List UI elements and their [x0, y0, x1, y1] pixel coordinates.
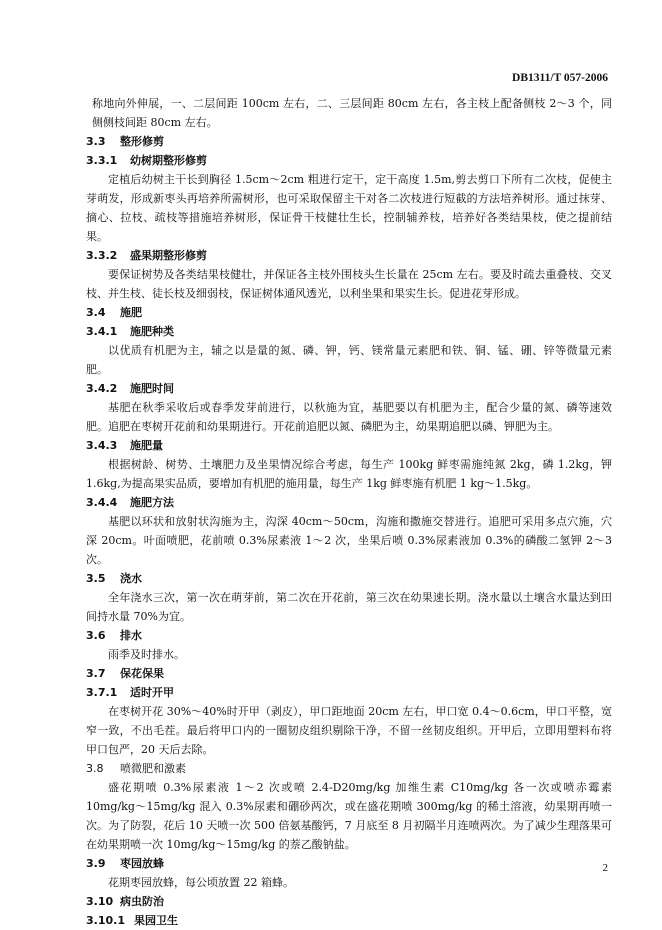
- section-number: 3.5: [86, 572, 106, 585]
- section-title: 施肥时间: [130, 382, 174, 395]
- section-number: 3.3: [86, 135, 106, 148]
- section-number: 3.9: [86, 857, 106, 870]
- section-heading: [86, 322, 612, 341]
- section-title: 浇水: [120, 572, 142, 585]
- section-title: 喷微肥和激素: [120, 762, 186, 775]
- section-heading: [86, 759, 612, 778]
- section-number: 3.10.1: [86, 914, 125, 927]
- section-number: 3.4.1: [86, 325, 118, 338]
- section-title: 适时开甲: [130, 686, 174, 699]
- section-title: 施肥: [120, 306, 142, 319]
- section-heading: [86, 436, 612, 455]
- section-heading: [86, 683, 612, 702]
- section-number: 3.4.2: [86, 382, 118, 395]
- section-title: 盛果期整形修剪: [130, 249, 207, 262]
- section-heading: [86, 246, 612, 265]
- section-title: 枣园放蜂: [120, 857, 164, 870]
- section-title: 施肥方法: [130, 496, 174, 509]
- section-number: 3.7: [86, 667, 106, 680]
- section-heading: [86, 151, 612, 170]
- section-heading: [86, 664, 612, 683]
- section-title: 施肥种类: [130, 325, 174, 338]
- section-heading: [86, 379, 612, 398]
- section-title: 施肥量: [130, 439, 163, 452]
- paragraph: 基肥以环状和放射状沟施为主，沟深 40cm～50cm，沟施和撒施交替进行。追肥可采用多点穴施，穴深 20cm。叶面喷肥，花前喷 0.3%尿素液 1～2 次，坐果后喷 0.3%尿素液加 0.3%的磷酸二氢钾 2～3 次。: [86, 515, 612, 566]
- section-number: 3.8: [86, 762, 104, 775]
- section-number: 3.7.1: [86, 686, 118, 699]
- paragraph: 雨季及时排水。: [108, 648, 185, 661]
- paragraph: 在枣树开花 30%～40%时开甲（剥皮），甲口距地面 20cm 左右，甲口宽 0.4～0.6cm，甲口平整，宽窄一致，不出毛茬。最后将甲口内的一圈韧皮组织剔除干净，不留一丝韧皮组织。开甲后，立即用塑料布将甲口包严，20 天后去除。: [86, 705, 612, 756]
- page-number: 2: [602, 862, 608, 874]
- document-body: [86, 94, 612, 930]
- section-heading: [86, 569, 612, 588]
- paragraph: 盛花期喷 0.3%尿素液 1～2 次或喷 2.4-D20mg/kg 加维生素 C10mg/kg 各一次或喷赤霉素 10mg/kg～15mg/kg 混入 0.3%尿素和硼砂两次，或在盛花期喷 300mg/kg 的稀土溶液，幼果期再喷一次。为了防裂，花后 10 天喷一次 500 倍氨基酸钙，7 月底至 8 月初隔半月连喷两次。为了减少生理落果可在幼果期喷一次 10mg/kg～15mg/kg 的萘乙酸钠盐。: [86, 781, 612, 851]
- section-number: 3.10: [86, 895, 114, 908]
- paragraph: 根据树龄、树势、土壤肥力及坐果情况综合考虑，每生产 100kg 鲜枣需施纯氮 2kg，磷 1.2kg，钾 1.6kg,为提高果实品质，要增加有机肥的施用量，每生产 1kg 鲜枣施有机肥 1 kg～1.5kg。: [86, 458, 612, 490]
- paragraph: 花期枣园放蜂，每公顷放置 22 箱蜂。: [108, 876, 294, 889]
- section-title: 病虫防治: [120, 895, 164, 908]
- section-number: 3.4.4: [86, 496, 118, 509]
- section-title: 排水: [120, 629, 142, 642]
- section-heading: [86, 132, 612, 151]
- section-number: 3.3.1: [86, 154, 118, 167]
- section-heading: [86, 911, 612, 930]
- section-heading: [86, 892, 612, 911]
- paragraph: 称地向外伸展，一、二层间距 100cm 左右，二、三层间距 80cm 左右，各主枝上配备侧枝 2～3 个，同侧侧枝间距 80cm 左右。: [92, 97, 612, 129]
- document-code: DB1311/T 057-2006: [512, 72, 608, 84]
- section-number: 3.3.2: [86, 249, 118, 262]
- section-heading: [86, 493, 612, 512]
- section-heading: [86, 626, 612, 645]
- paragraph: 要保证树势及各类结果枝健壮，并保证各主枝外围枝头生长量在 25cm 左右。要及时疏去重叠枝、交叉枝、并生枝、徒长枝及细弱枝，保证树体通风透光，以利坐果和果实生长。促进花芽形成。: [86, 268, 612, 300]
- section-heading: [86, 854, 612, 873]
- section-title: 幼树期整形修剪: [130, 154, 207, 167]
- section-number: 3.6: [86, 629, 106, 642]
- paragraph: 基肥在秋季采收后或春季发芽前进行，以秋施为宜，基肥要以有机肥为主，配合少量的氮、磷等速效肥。追肥在枣树开花前和幼果期进行。开花前追肥以氮、磷肥为主，幼果期追肥以磷、钾肥为主。: [86, 401, 612, 433]
- paragraph: 定植后幼树主干长到胸径 1.5cm～2cm 粗进行定干，定干高度 1.5m,剪去剪口下所有二次枝，促使主芽萌发，形成新枣头再培养所需树形，也可采取保留主干对各二次枝进行短截的方法培养树形。通过抹芽、摘心、拉枝、疏枝等措施培养树形，保证骨干枝健壮生长，控制辅养枝，培养好各类结果枝，使之提前结果。: [86, 173, 612, 243]
- section-title: 整形修剪: [120, 135, 164, 148]
- section-number: 3.4.3: [86, 439, 118, 452]
- section-heading: [86, 303, 612, 322]
- section-number: 3.4: [86, 306, 106, 319]
- section-title: 果园卫生: [134, 914, 178, 927]
- section-title: 保花保果: [120, 667, 164, 680]
- paragraph: 全年浇水三次，第一次在萌芽前，第二次在开花前，第三次在幼果速长期。浇水量以土壤含水量达到田间持水量 70%为宜。: [86, 591, 612, 623]
- paragraph: 以优质有机肥为主，辅之以是量的氮、磷、钾，钙、镁常量元素肥和铁、铜、锰、硼、锌等微量元素肥。: [86, 344, 612, 376]
